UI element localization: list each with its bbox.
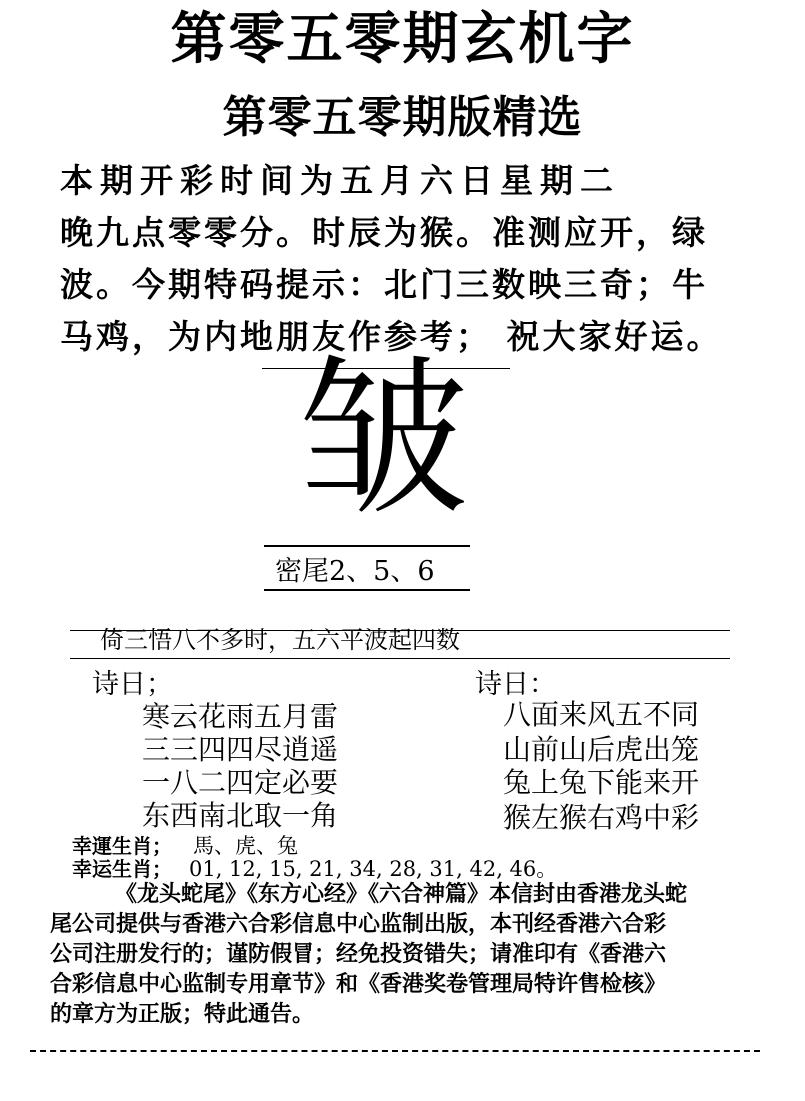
page-subtitle: 第零五零期版精选 xyxy=(222,92,583,143)
poem-right-header: 诗日： xyxy=(475,669,556,700)
notice-line: 《龙头蛇尾》《东方心经》《六合神篇》本信封由香港龙头蛇 xyxy=(115,882,688,907)
page-title: 第零五零期玄机字 xyxy=(170,7,635,72)
lucky-zodiac-label: 幸運生肖； xyxy=(72,834,172,858)
poem-left-line: 一八二四定必要 xyxy=(142,766,339,799)
mi-wei-text: 密尾2、5、6 xyxy=(275,556,435,587)
intro-line: 马鸡，为内地朋友作参考； 祝大家好运。 xyxy=(60,317,723,356)
poem-left-line: 寒云花雨五月雷 xyxy=(142,700,339,733)
notice-line: 尾公司提供与香港六合彩信息中心监制出版，本刊经香港六合彩 xyxy=(50,912,667,937)
intro-line: 晚九点零零分。时辰为猴。准测应开，绿 xyxy=(60,213,708,252)
intro-line: 本期开彩时间为五月六日星期二 xyxy=(60,161,620,200)
poem-left-line: 三三四四尽逍遥 xyxy=(142,733,339,766)
bottom-divider xyxy=(30,1050,760,1052)
lucky-zodiac-row xyxy=(72,834,298,858)
mystery-character: 皱 xyxy=(299,341,470,539)
poem-right-line: 八面来风五不同 xyxy=(503,698,700,731)
poem-right-line: 猴左猴右鸡中彩 xyxy=(503,801,700,834)
notice-line: 合彩信息中心监制专用章节》和《香港奖卷管理局特许售检核》 xyxy=(50,972,667,997)
lucky-zodiac-value: 馬、虎、兔 xyxy=(192,834,298,858)
poem-left-header: 诗日； xyxy=(92,669,173,700)
intro-paragraph xyxy=(60,155,760,363)
poem-left-line: 东西南北取一角 xyxy=(142,799,339,832)
notice-line: 公司注册发行的；谨防假冒；经免投资错失；请准印有《香港六 xyxy=(50,942,667,967)
poem-right-line: 山前山后虎出笼 xyxy=(503,733,700,766)
lucky-numbers-row xyxy=(72,857,557,881)
publisher-notice xyxy=(50,880,770,1030)
lucky-numbers-value: 01, 12, 15, 21, 34, 28, 31, 42, 46。 xyxy=(188,857,558,881)
intro-line: 波。今期特码提示：北门三数映三奇；牛 xyxy=(60,265,708,304)
lucky-numbers-label: 幸运生肖； xyxy=(72,857,172,881)
poem-right-line: 兔上兔下能来开 xyxy=(503,766,700,799)
hint-text: 倚三悟八不多时，五六平波起四数 xyxy=(100,626,460,654)
hint-bottom-rule xyxy=(70,658,730,659)
notice-line: 的章方为正版；特此通告。 xyxy=(50,1002,315,1027)
